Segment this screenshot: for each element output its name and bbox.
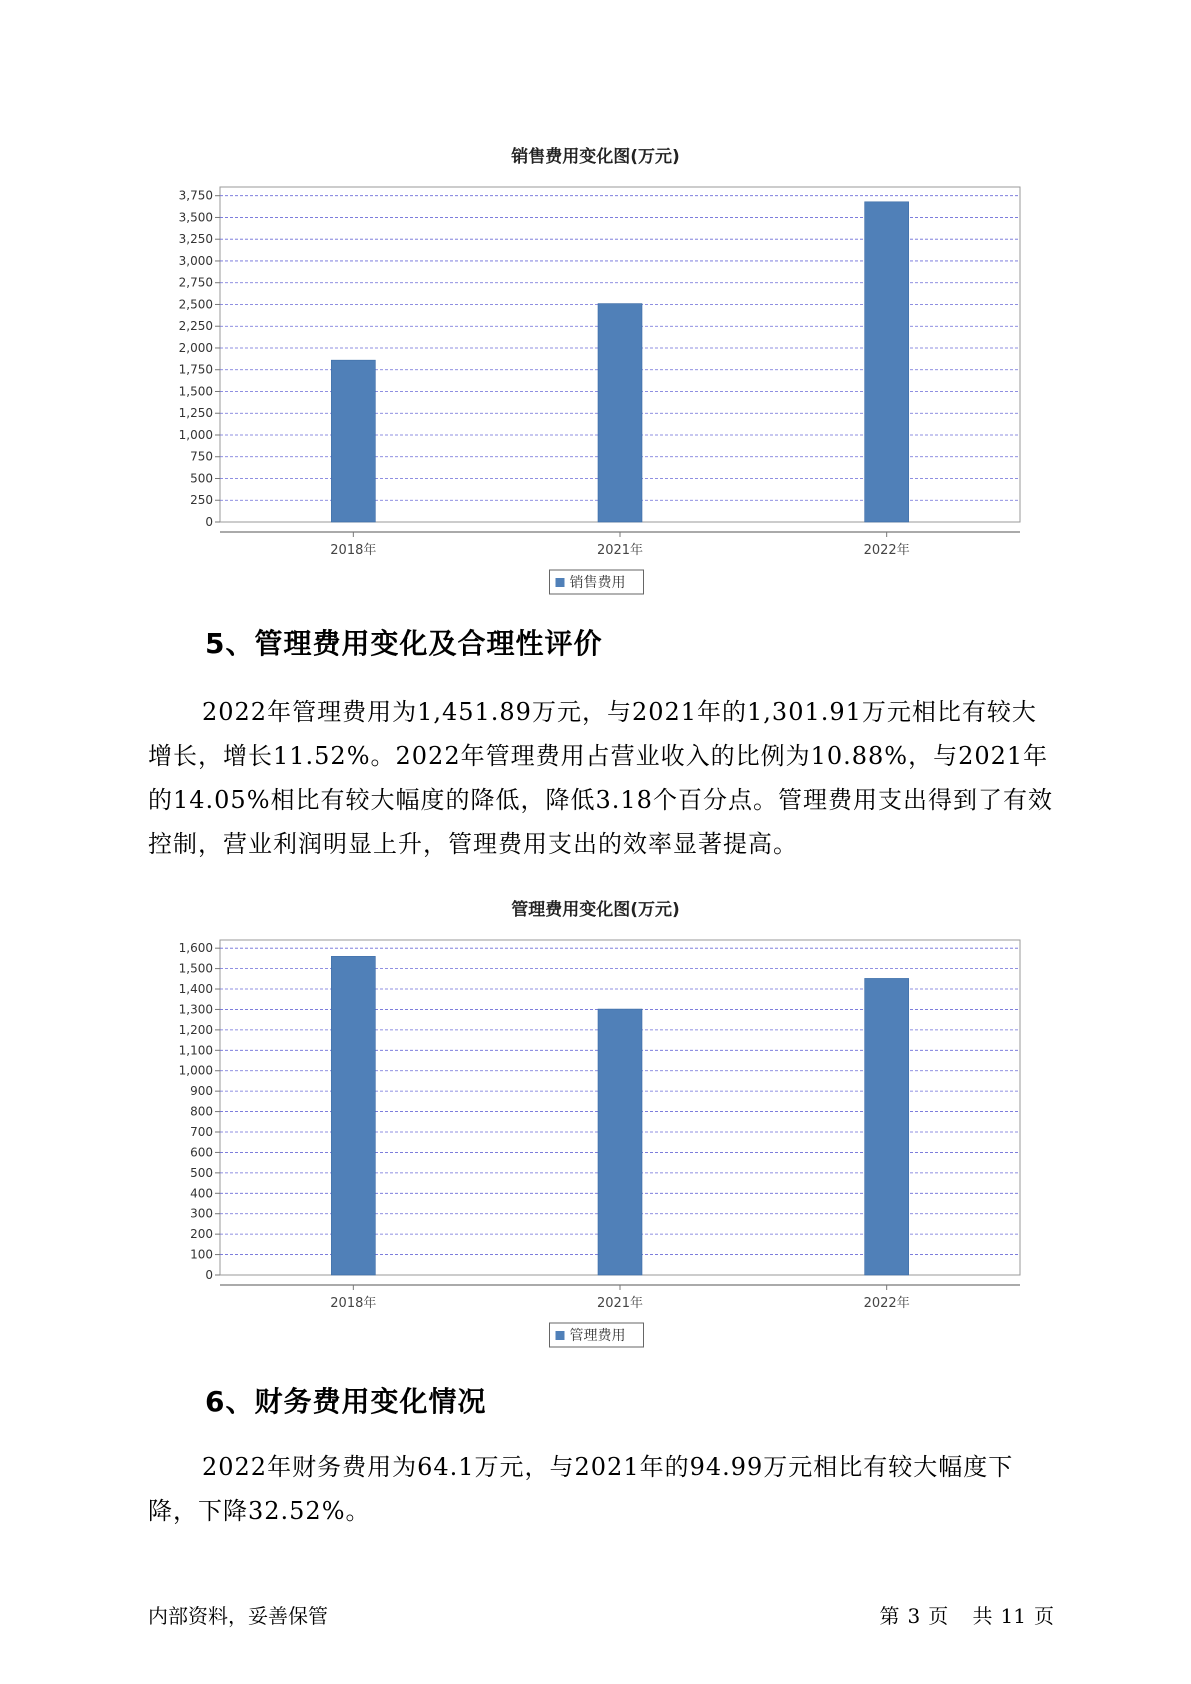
total-pages: 11 bbox=[1000, 1604, 1026, 1628]
total-suffix: 页 bbox=[1034, 1604, 1054, 1628]
footer-page-number bbox=[871, 1600, 1054, 1629]
page-prefix: 第 bbox=[879, 1604, 900, 1628]
bar bbox=[865, 978, 909, 1275]
y-tick-label: 1,500 bbox=[178, 961, 213, 976]
x-tick-label: 2021年 bbox=[596, 543, 644, 558]
y-tick-label: 2,750 bbox=[178, 275, 213, 290]
bar bbox=[865, 202, 909, 522]
y-tick-label: 0 bbox=[205, 1268, 213, 1282]
x-tick-label: 2022年 bbox=[863, 1296, 910, 1311]
bar bbox=[598, 1009, 642, 1275]
y-tick-label: 600 bbox=[190, 1145, 213, 1160]
y-tick-label: 2,500 bbox=[178, 297, 213, 312]
y-tick-label: 100 bbox=[190, 1247, 213, 1262]
section-5-paragraph: 2022年管理费用为1,451.89万元，与2021年的1,301.91万元相比有较大增长，增长11.52%。2022年管理费用占营业收入的比例为10.88%，与2021年的14.05%相比有较大幅度的降低，降低3.18个百分点。管理费用支出得到了有效控制，营业利润明显上升，管理费用支出的效率显著提高。 bbox=[148, 698, 1053, 858]
page-suffix: 页 bbox=[928, 1604, 949, 1628]
x-tick-label: 2018年 bbox=[330, 543, 377, 558]
chart-1-title: 销售费用变化图(万元) bbox=[511, 147, 680, 167]
y-tick-label: 500 bbox=[190, 1165, 213, 1180]
y-tick-label: 1,500 bbox=[178, 384, 213, 399]
section-6-paragraph: 2022年财务费用为64.1万元，与2021年的94.99万元相比有较大幅度下降，下降32.52%。 bbox=[148, 1453, 1014, 1525]
bar bbox=[598, 304, 642, 522]
x-tick-label: 2021年 bbox=[596, 1296, 644, 1311]
admin-expense-chart bbox=[0, 873, 1191, 1344]
y-tick-label: 1,000 bbox=[178, 1063, 213, 1078]
y-tick-label: 2,250 bbox=[178, 319, 213, 334]
legend-swatch bbox=[556, 1331, 565, 1340]
x-tick-label: 2022年 bbox=[863, 543, 910, 558]
y-tick-label: 1,600 bbox=[178, 941, 213, 956]
section-6-heading: 6、财务费用变化情况 bbox=[205, 1385, 487, 1418]
y-tick-label: 2,000 bbox=[178, 340, 213, 355]
section-5-heading: 5、管理费用变化及合理性评价 bbox=[205, 627, 603, 660]
y-tick-label: 1,250 bbox=[178, 406, 213, 421]
page-number: 3 bbox=[907, 1604, 921, 1628]
chart-2-title: 管理费用变化图(万元) bbox=[511, 900, 680, 920]
y-tick-label: 250 bbox=[190, 493, 213, 508]
y-tick-label: 1,200 bbox=[178, 1022, 213, 1037]
y-tick-label: 500 bbox=[190, 471, 213, 486]
y-tick-label: 3,000 bbox=[178, 253, 213, 268]
y-tick-label: 3,500 bbox=[178, 210, 213, 225]
footer-confidential-note: 内部资料，妥善保管 bbox=[148, 1604, 328, 1628]
y-tick-label: 800 bbox=[190, 1104, 213, 1119]
y-tick-label: 1,750 bbox=[178, 362, 213, 377]
legend-swatch bbox=[556, 578, 565, 587]
total-prefix: 共 bbox=[972, 1604, 993, 1628]
y-tick-label: 300 bbox=[190, 1206, 213, 1221]
y-tick-label: 1,000 bbox=[178, 427, 213, 442]
bar bbox=[331, 956, 375, 1275]
y-tick-label: 0 bbox=[205, 515, 213, 529]
y-tick-label: 700 bbox=[190, 1125, 213, 1140]
y-tick-label: 900 bbox=[190, 1084, 213, 1099]
y-tick-label: 1,100 bbox=[178, 1043, 213, 1058]
bar bbox=[331, 360, 375, 522]
legend-label: 销售费用 bbox=[569, 575, 626, 591]
y-tick-label: 200 bbox=[190, 1227, 213, 1242]
y-tick-label: 1,400 bbox=[178, 982, 213, 997]
y-tick-label: 750 bbox=[190, 449, 213, 464]
sales-expense-chart bbox=[0, 120, 1191, 591]
y-tick-label: 1,300 bbox=[178, 1002, 213, 1017]
y-tick-label: 3,750 bbox=[178, 188, 213, 203]
y-tick-label: 3,250 bbox=[178, 232, 213, 247]
y-tick-label: 400 bbox=[190, 1186, 213, 1201]
legend-label: 管理费用 bbox=[569, 1328, 626, 1344]
x-tick-label: 2018年 bbox=[330, 1296, 377, 1311]
